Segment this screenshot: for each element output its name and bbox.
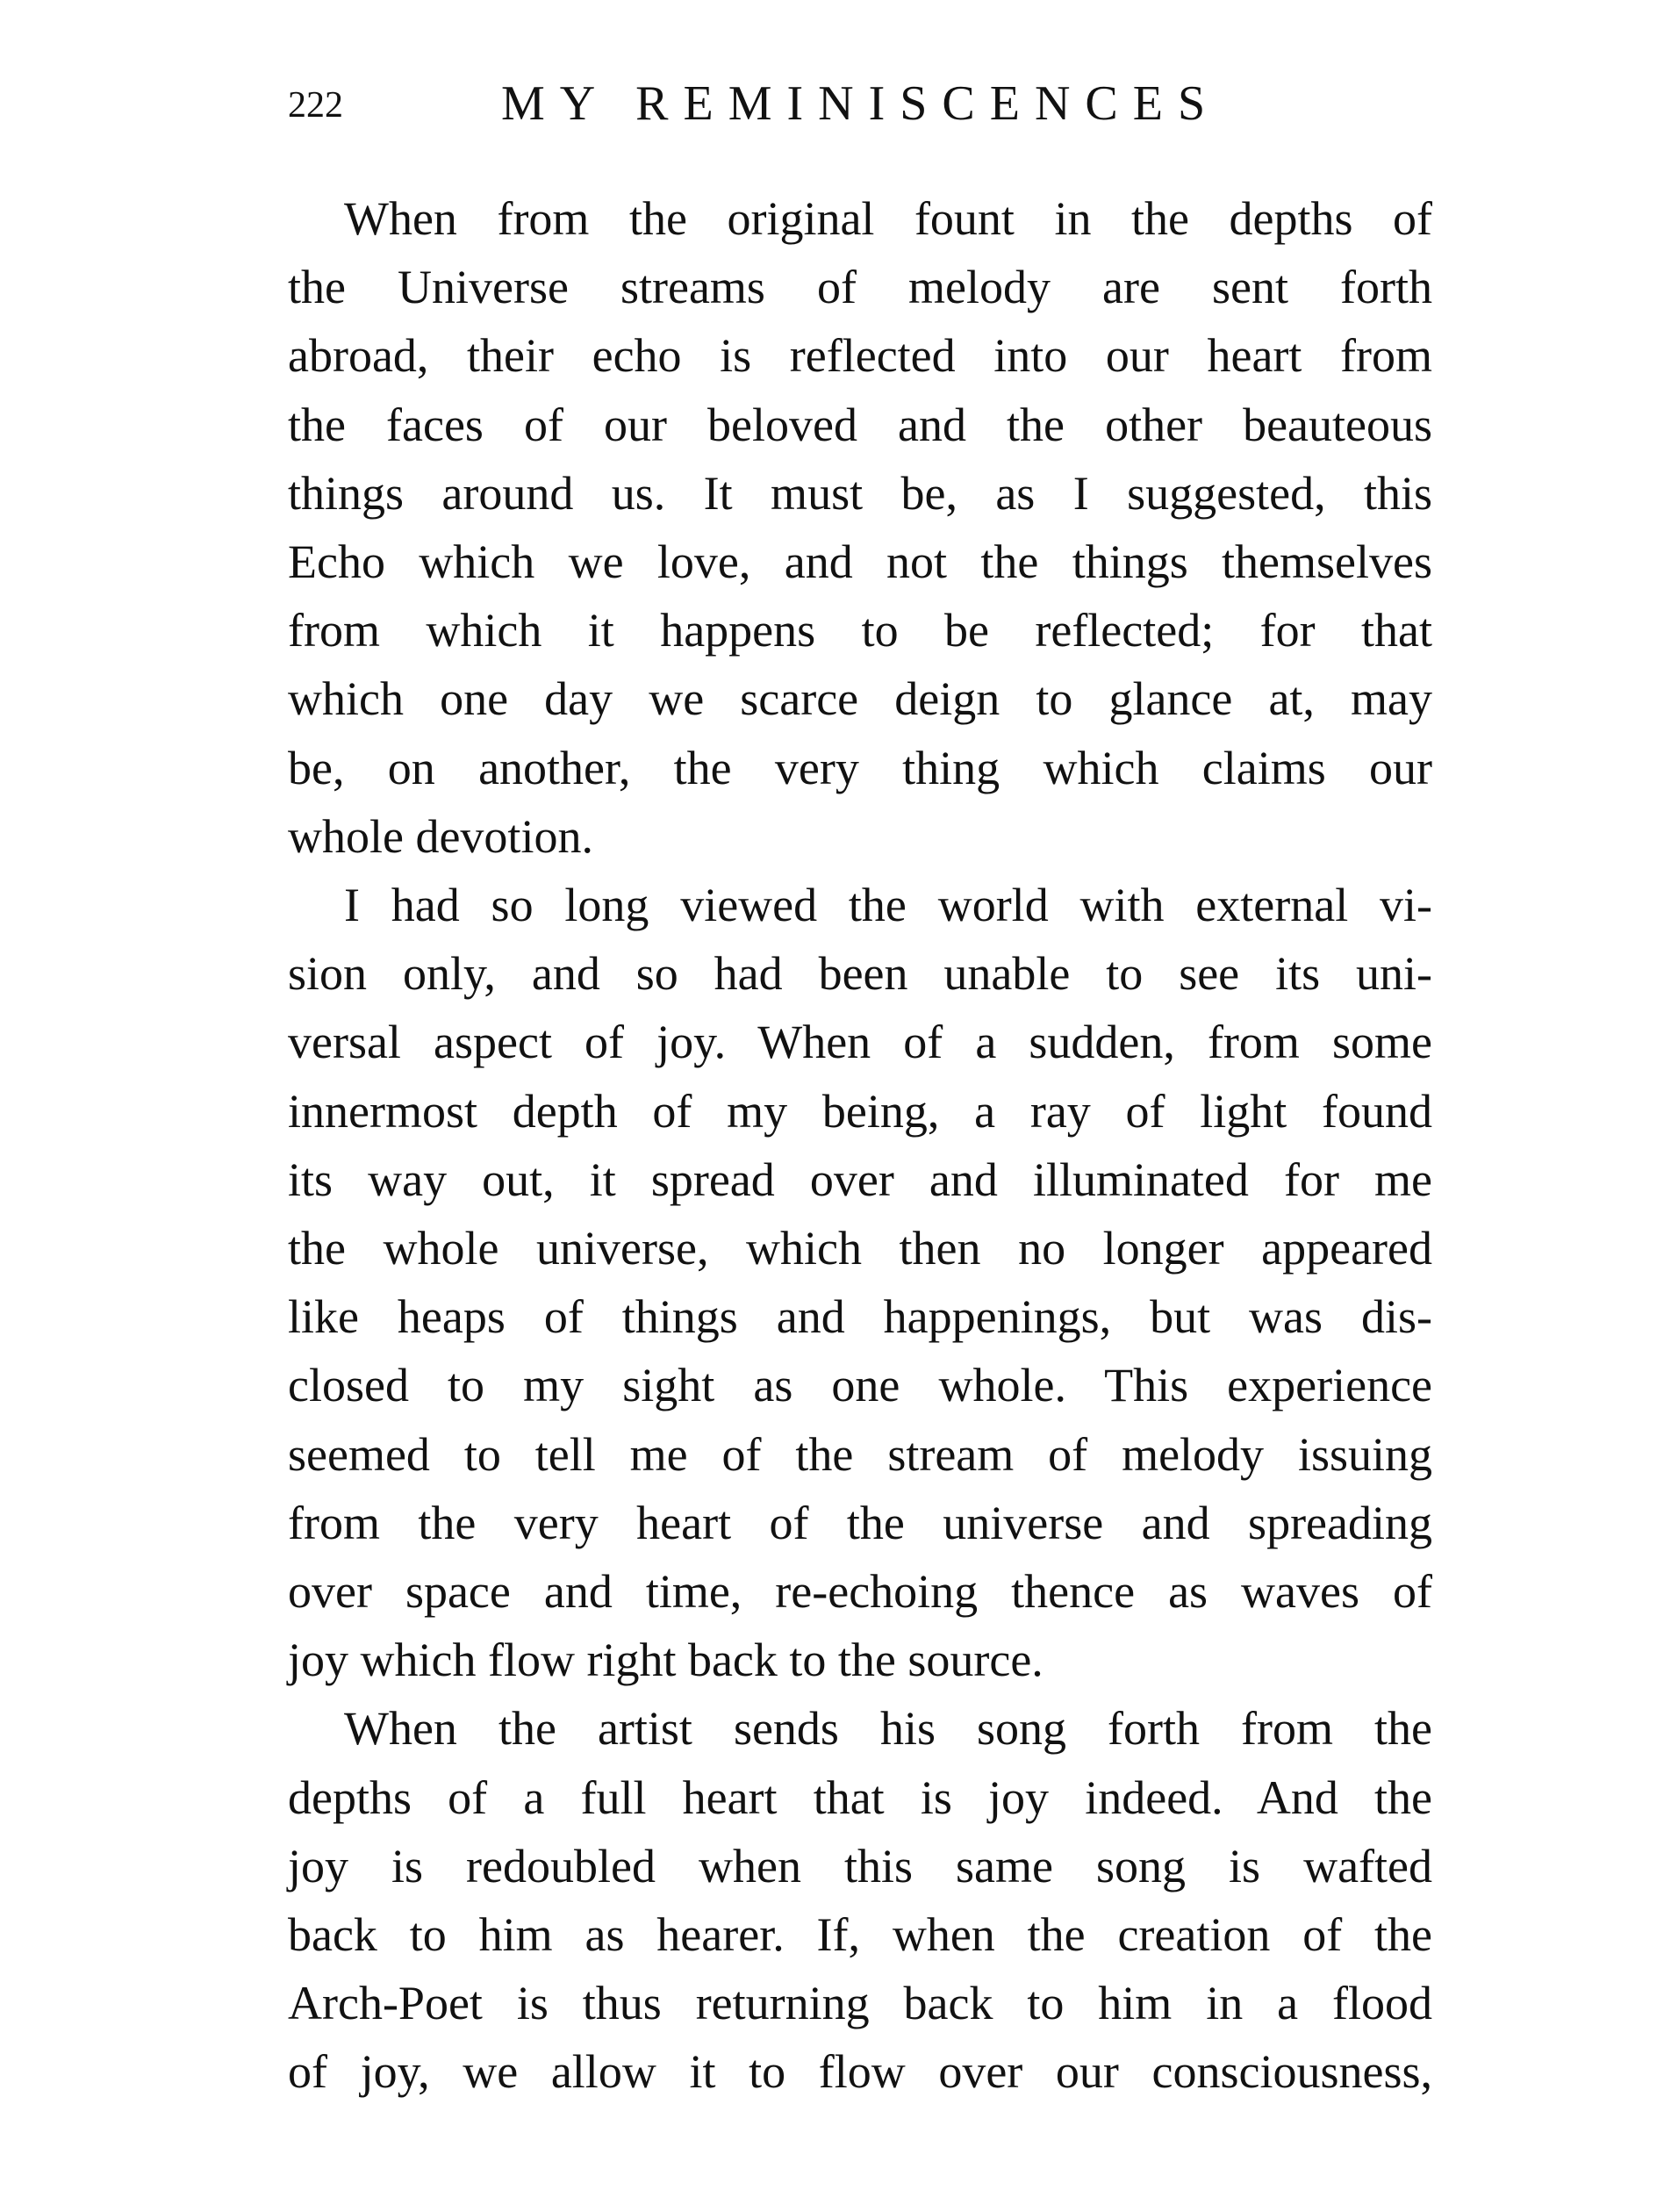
text-line: its way out, it spread over and illuminated for me [288,1153,1432,1206]
text-line: the whole universe, which then no longer appeared [288,1222,1432,1275]
text-line: Echo which we love, and not the things themselves [288,535,1432,588]
text-line: which one day we scarce deign to glance at, may [288,672,1432,726]
text-line: I had so long viewed the world with external vi- [344,879,1432,931]
text-line: of joy, we allow it to flow over our consciousness, [288,2045,1432,2099]
text-line: innermost depth of my being, a ray of light found [288,1084,1432,1138]
text-line: the Universe streams of melody are sent forth [288,261,1432,314]
text-line: things around us. It must be, as I suggested, this [288,466,1432,520]
text-line: closed to my sight as one whole. This experience [288,1359,1432,1412]
text-line: When the artist sends his song forth from the [344,1702,1432,1756]
text-line: be, on another, the very thing which claims our [288,741,1432,794]
text-line: When from the original fount in the depths of [344,192,1432,245]
text-line: like heaps of things and happenings, but was dis- [288,1290,1432,1344]
text-line: joy which flow right back to the source. [288,1634,1043,1687]
text-line: seemed to tell me of the stream of melody issuing [288,1427,1432,1481]
text-line: over space and time, re-echoing thence as waves of [288,1565,1432,1618]
text-line: versal aspect of joy. When of a sudden, from some [288,1016,1432,1069]
text-line: depths of a full heart that is joy indeed. And the [288,1770,1432,1824]
running-title: MY REMINISCENCES [501,76,1221,131]
text-line: the faces of our beloved and the other beauteous [288,398,1432,451]
text-line: from the very heart of the universe and spreading [288,1496,1432,1549]
text-line: joy is redoubled when this same song is wafted [288,1839,1432,1892]
text-line: whole devotion. [288,809,593,863]
text-line: Arch-Poet is thus returning back to him in a flood [288,1977,1432,2030]
text-line: sion only, and so had been unable to see its uni- [288,947,1432,1001]
text-line: abroad, their echo is reflected into our heart from [288,329,1432,383]
page-number: 222 [288,85,343,126]
text-line: back to him as hearer. If, when the creation of the [288,1908,1432,1961]
text-line: from which it happens to be reflected; for that [288,604,1432,657]
